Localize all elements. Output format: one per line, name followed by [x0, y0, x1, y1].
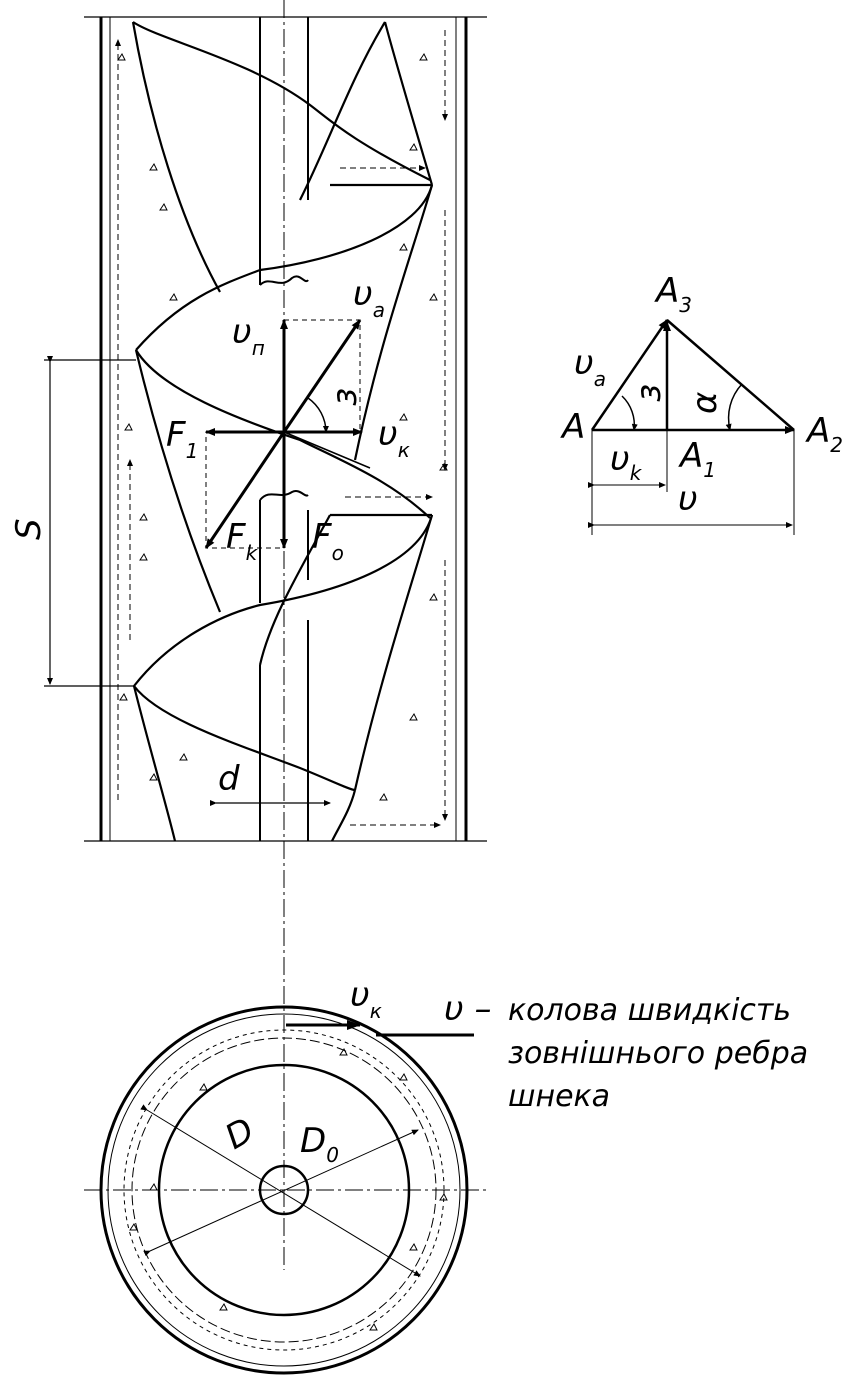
label-F0: F [312, 517, 332, 557]
label-A3: A [656, 271, 680, 311]
label-tri-angle-alpha: α [685, 391, 725, 414]
auger-labels [9, 274, 410, 799]
legend-line2: зовнішнього ребра [508, 1036, 809, 1071]
label-pitch: S [9, 518, 49, 540]
svg-text:υк: $\upsilon_к$ [378, 414, 410, 462]
label-shaft-d: d [218, 759, 240, 799]
label-tri-angle-z: з [629, 383, 669, 402]
label-tri-vk: υ [610, 439, 630, 479]
label-D0: D [300, 1121, 327, 1161]
label-section-vk: υ [350, 975, 370, 1015]
triangle-labels [560, 271, 843, 519]
label-A2: A [807, 411, 831, 451]
svg-text:υк: $\upsilon_к$ [350, 975, 382, 1023]
label-F1: F [166, 415, 186, 455]
svg-text:A2: $A_2$ [807, 411, 843, 457]
svg-text:F1: $F_1$ [166, 415, 199, 463]
svg-text:υa: $\upsilon_a$ [574, 343, 606, 391]
svg-text:Fk: $F_k$ [226, 517, 258, 565]
label-A: A [562, 407, 586, 447]
label-vk: υ [378, 414, 398, 454]
legend-line3: шнека [508, 1079, 611, 1114]
label-Fk: F [226, 517, 246, 557]
legend-symbol: υ – [444, 989, 492, 1029]
cross-section [84, 1007, 487, 1373]
svg-text:A1: $A_1$ [680, 436, 716, 482]
label-tri-va: υ [574, 343, 594, 383]
svg-text:υk: $\upsilon_k$ [610, 439, 642, 485]
svg-text:D0: $D_0$ [300, 1121, 339, 1167]
legend-line1: колова швидкість [508, 993, 792, 1028]
svg-text:υп: $\upsilon_п$ [232, 312, 265, 360]
label-vn: υ [232, 312, 252, 352]
label-tri-v: υ [678, 479, 698, 519]
velocity-diagram [206, 320, 370, 548]
angle-arc-main [308, 398, 326, 432]
legend [444, 989, 808, 1114]
label-A1: A [680, 436, 704, 476]
pitch-dimension [44, 360, 136, 686]
svg-text:A3: $A_3$ [656, 271, 692, 317]
label-D: D [218, 1110, 262, 1158]
svg-text:Fо: $F_о$ [312, 517, 344, 565]
label-angle-main: з [325, 387, 365, 406]
label-va: υ [353, 274, 373, 314]
svg-text:υa: $\upsilon_a$ [353, 274, 385, 322]
